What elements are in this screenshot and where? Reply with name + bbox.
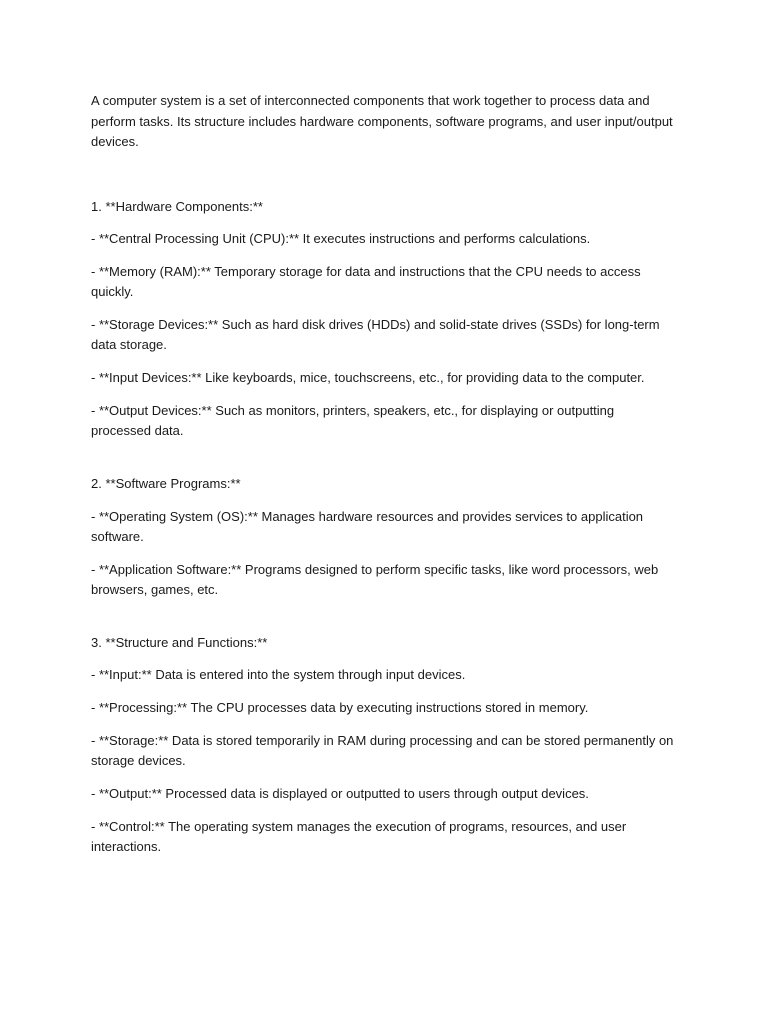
section-heading: 2. **Software Programs:** (91, 476, 241, 491)
list-item: - **Control:** The operating system manages the execution of programs, resources, and user interactions. (91, 819, 627, 854)
list-item: - **Central Processing Unit (CPU):** It executes instructions and performs calculations. (91, 231, 591, 246)
list-item: - **Memory (RAM):** Temporary storage for data and instructions that the CPU needs to access quickly. (91, 264, 641, 299)
section-software (91, 474, 677, 600)
list-item: - **Output Devices:** Such as monitors, printers, speakers, etc., for displaying or outputting processed data. (91, 403, 615, 438)
section-structure (91, 633, 677, 858)
section-heading: 1. **Hardware Components:** (91, 198, 263, 214)
list-item: - **Input:** Data is entered into the system through input devices. (91, 667, 466, 682)
list-item: - **Processing:** The CPU processes data by executing instructions stored in memory. (91, 700, 589, 715)
list-item: - **Storage Devices:** Such as hard disk drives (HDDs) and solid-state drives (SSDs) for long-term data storage. (91, 317, 660, 352)
list-item: - **Operating System (OS):** Manages hardware resources and provides services to application software. (91, 508, 644, 544)
section-hardware (91, 197, 677, 442)
list-item: - **Input Devices:** Like keyboards, mice, touchscreens, etc., for providing data to the computer. (91, 370, 645, 385)
list-item: - **Output:** Processed data is displayed or outputted to users through output devices. (91, 786, 589, 801)
section-heading: 3. **Structure and Functions:** (91, 634, 268, 650)
list-item: - **Storage:** Data is stored temporarily in RAM during processing and can be stored permanently on storage devices. (91, 733, 674, 768)
intro-paragraph: A computer system is a set of interconnected components that work together to process data and perform tasks. Its structure includes hardware components, software programs, and user input/output devices. (91, 93, 673, 149)
list-item: - **Application Software:** Programs designed to perform specific tasks, like word processors, web browsers, games, etc. (91, 561, 659, 597)
